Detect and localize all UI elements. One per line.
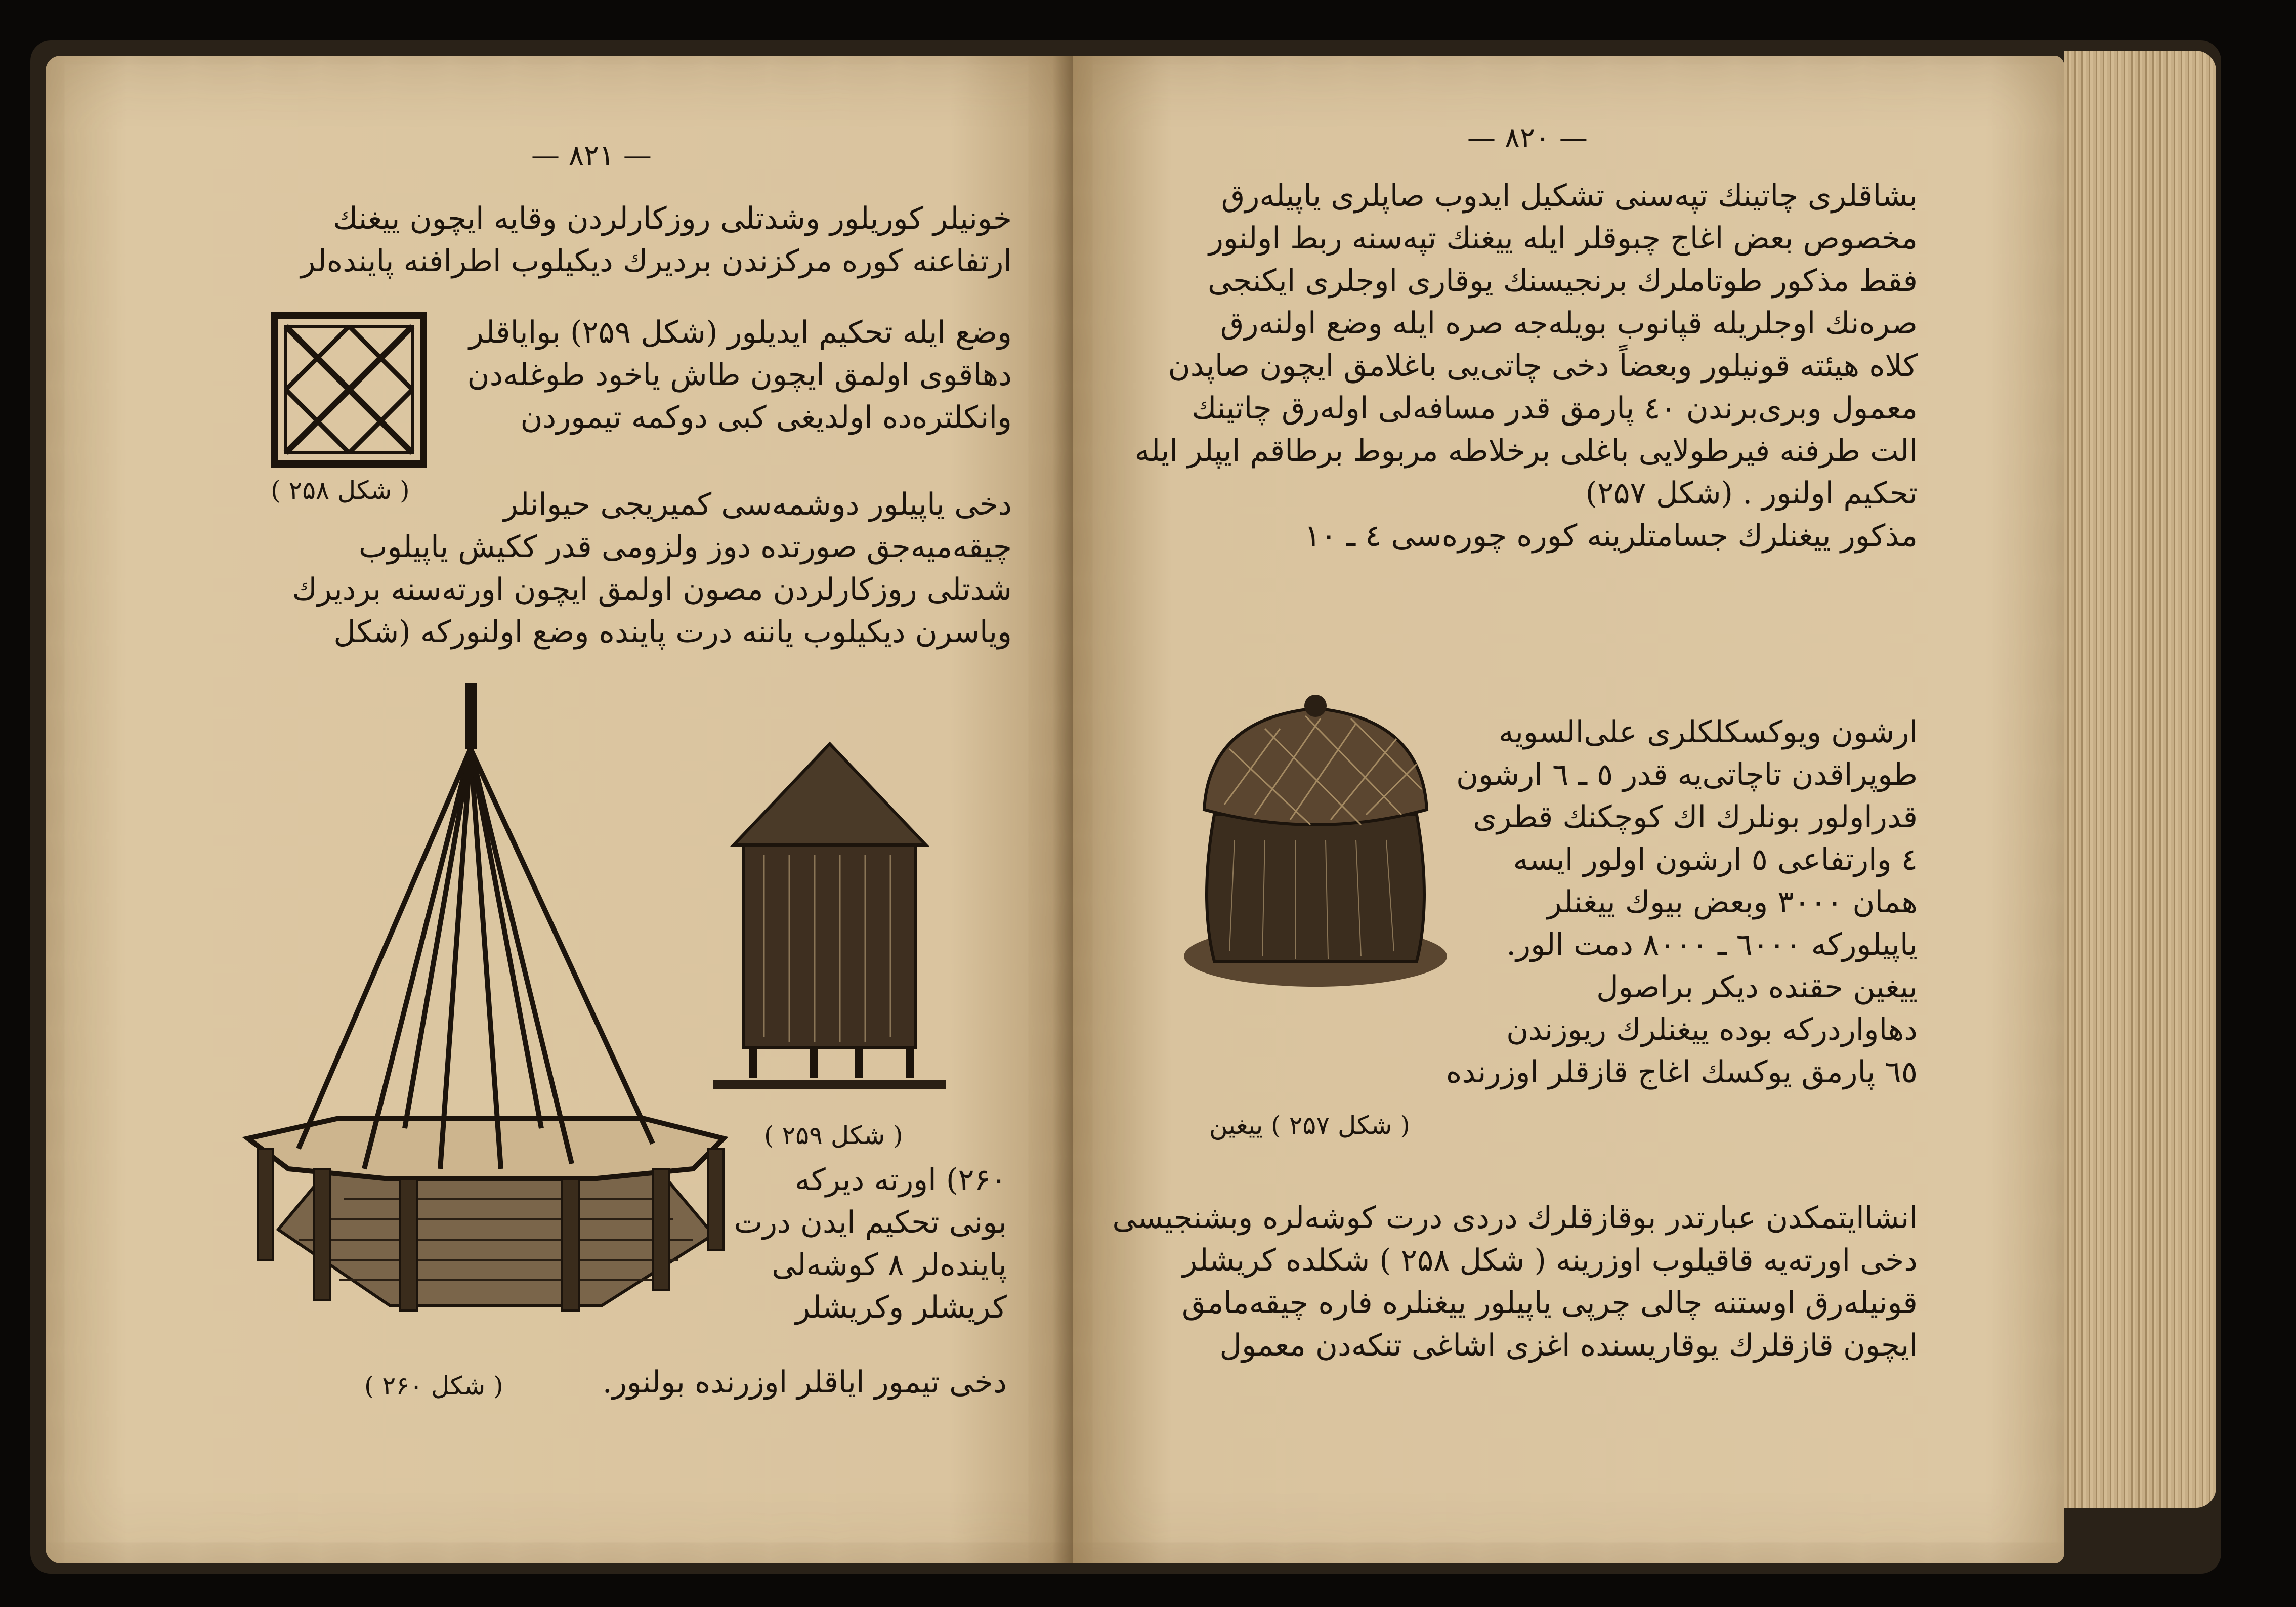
right-page [1073,56,2064,1563]
text-line: کریشلر وکریشلر [795,1290,1007,1325]
text-line: شدتلی روزکارلردن مصون اولمق ایچون اورته‌سنه بردیرك [292,572,1012,607]
text-line: طوپراقدن تاچاتی‌یه قدر ٥ ـ ٦ ارشون [1456,757,1918,792]
right-page-number: — ٨٢٠ — [1467,121,1588,154]
text-line: وضع ایله تحکیم ایدیلور (شکل ۲۵۹) بوایاقلر [469,315,1012,350]
text-line: پاینده‌لر ۸ کوشه‌لی [772,1247,1007,1283]
text-line: ٦٥ پارمق یوکسك اغاج قازقلر اوزرنده [1445,1054,1918,1090]
text-line: یاپیلورکه ٦٠٠٠ ـ ٨٠٠٠ دمت الور. [1506,927,1918,962]
figure-259-caption: ( شکل ۲۵۹ ) [764,1121,903,1150]
text-line: الت طرفنه فیرطولایی باغلی برخلاطه مربوط برطاقم ایپلر ایله [1134,433,1918,469]
text-line: دخی تیمور ایاقلر اوزرنده بولنور. [602,1365,1007,1400]
text-line: صره‌نك اوجلریله قپانوب بویله‌جه صره ایله وضع اولنه‌رق [1220,306,1918,341]
text-line: خونیلر کوریلور وشدتلی روزکارلردن وقایه ایچون ییغنك [333,201,1012,236]
figure-257-stack [1179,688,1452,992]
left-side-text [587,1159,1007,1329]
text-line: مذکور ییغنلرك جسامتلرینه کوره چوره‌سی ٤ ـ ١٠ [1304,518,1918,554]
text-line: قدراولور بونلرك اك کوچکنك قطری [1473,799,1918,835]
text-line: بونی تحکیم ایدن درت [734,1205,1007,1240]
left-side-last-line [587,1361,1007,1404]
text-line: دخی اورته‌یه قاقیلوب اوزرینه ( شکل ۲۵۸ ) شکلده کریشلر [1182,1243,1918,1278]
text-line: قونیله‌رق اوستنه چالی چرپی یاپیلور ییغنلره فاره چیقه‌مامق [1182,1285,1918,1321]
text-line: همان ٣٠٠٠ وبعض بیوك ییغنلر [1547,884,1918,920]
text-line: معمول وبری‌برندن ٤٠ پارمق قدر مسافه‌لی اوله‌رق چاتینك [1192,391,1918,426]
text-line: مخصوص بعض اغاج چبوقلر ایله ییغنك تپه‌سنه ربط اولنور [1208,221,1918,256]
left-bottom-text [263,483,1012,653]
text-line: ۲۶۰) اورته دیرکه [795,1162,1007,1198]
text-line: انشاایتمکدن عبارتدر بوقازقلرك دردی درت کوشه‌لره وبشنجیسی [1112,1200,1918,1236]
figure-257-caption: ( شکل ۲۵۷ ) ییغین [1209,1111,1410,1140]
left-page [46,56,1073,1563]
left-beside-figure-text [445,311,1012,439]
page-edges [2064,51,2216,1508]
right-top-text [1134,175,1918,557]
text-line: بشاقلری چاتینك تپه‌سنی تشکیل ایدوب صاپلری یاپیله‌رق [1221,178,1918,214]
text-line: ویاسرن دیکیلوب یاننه درت پاینده وضع اولنورکه (شکل [333,614,1012,650]
figure-258-caption: ( شکل ۲۵۸ ) [271,476,410,505]
text-line: دخی یاپیلور دوشمه‌سی کمیریجی حیوانلر [503,487,1012,522]
text-line: چیقه‌میه‌جق صورتده دوز ولزومی قدر ککیش یاپیلوب [359,529,1012,565]
text-line: تحکیم اولنور . (شکل ۲۵۷) [1585,476,1918,511]
text-line: ایچون قازقلرك یوقاریسنده اغزی اشاغی تنکه‌دن معمول [1219,1328,1918,1363]
text-line: ارتفاعنه کوره مرکزندن بردیرك دیکیلوب اطرافنه پاینده‌لر [301,243,1012,279]
right-beside-figure-text [1445,711,1918,1093]
text-line: ییغین حقنده دیکر براصول [1596,969,1918,1005]
text-line: فقط مذکور طوتاملرك برنجیسنك یوقاری اوجلری ایکنجی [1207,263,1918,299]
text-line: ٤ وارتفاعی ٥ ارشون اولور ایسه [1513,842,1918,877]
text-line: وانکلتره‌ده اولدیغی کبی دوکمه تیموردن [520,400,1012,435]
text-line: ارشون ویوکسکلکلری علی‌السویه [1499,714,1918,750]
figure-260-caption: ( شکل ۲۶۰ ) [364,1371,503,1401]
left-page-number: — ٨٢١ — [531,139,652,172]
figure-259-haystack [713,744,946,1108]
right-bottom-text [1112,1197,1918,1367]
text-line: دهاقوی اولمق ایچون طاش یاخود طوغله‌دن [467,357,1012,393]
left-top-text [263,197,1012,282]
text-line: کلاه هیئته قونیلور وبعضاً دخی چاتی‌یی باغلامق ایچون صاپدن [1168,348,1918,384]
figure-258-frame [271,311,428,468]
text-line: دهاواردرکه بوده ییغنلرك ریوزندن [1506,1012,1918,1047]
